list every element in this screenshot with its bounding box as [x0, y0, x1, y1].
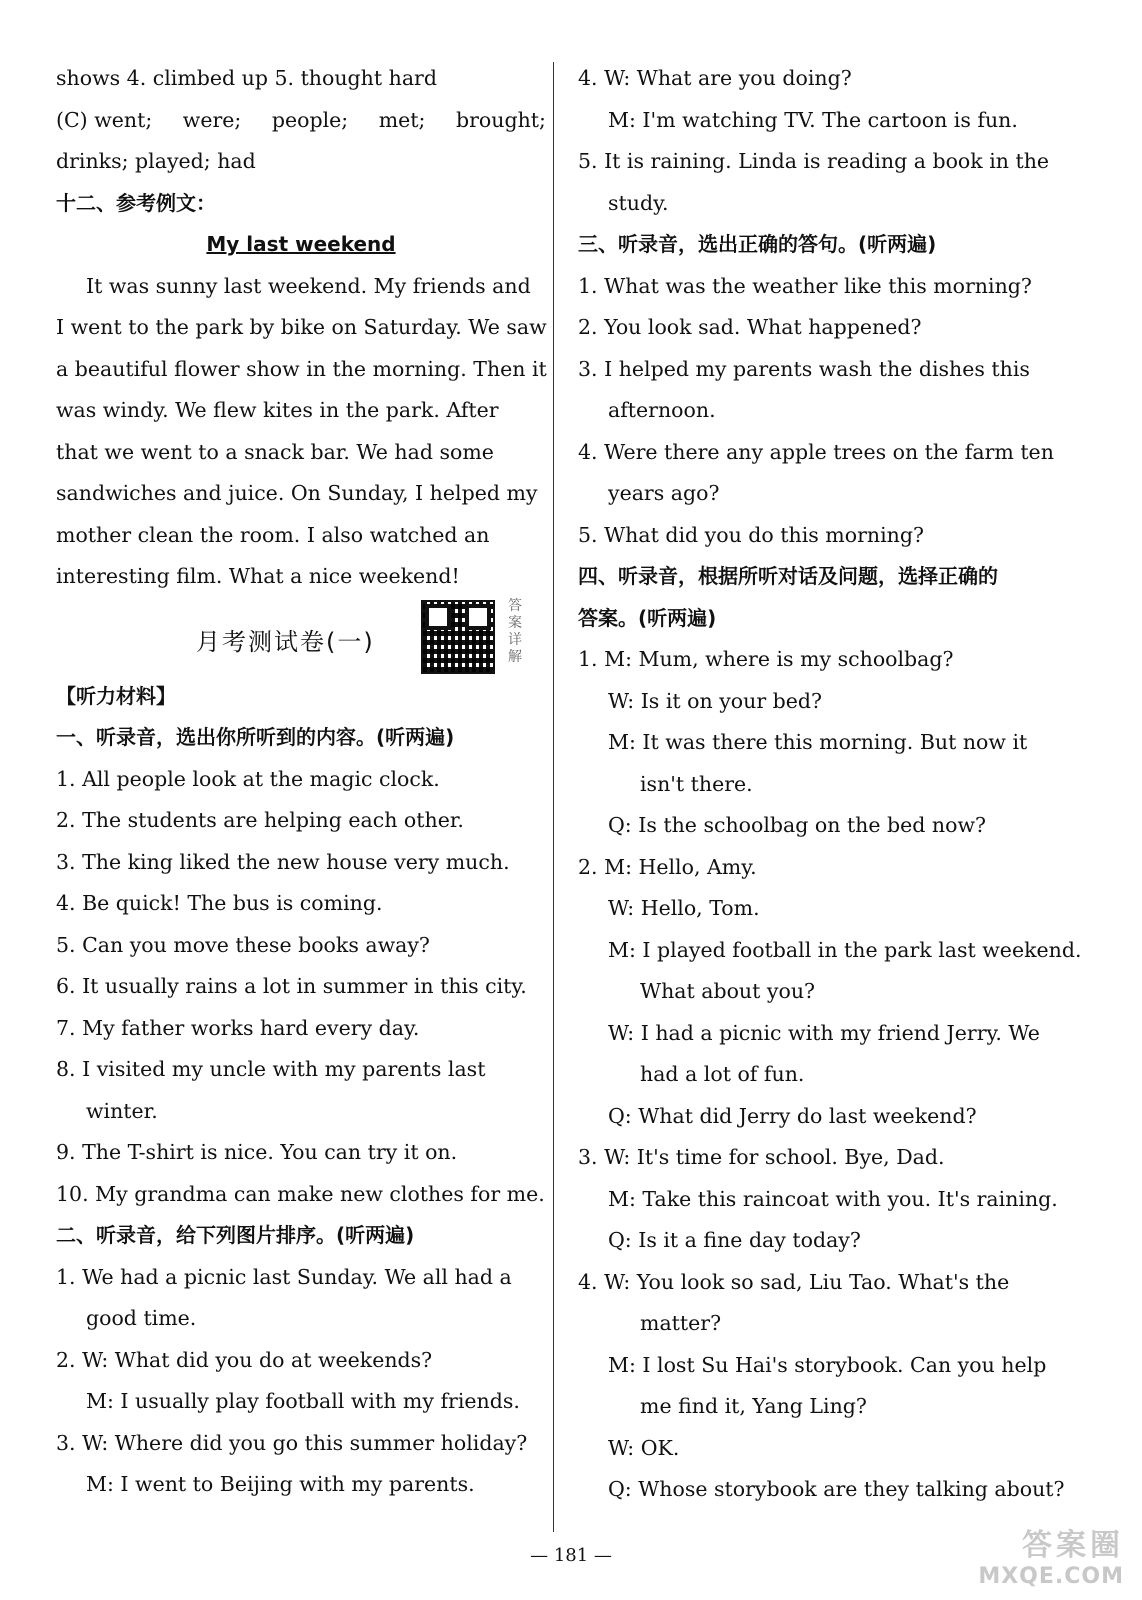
list-item: 3. W: Where did you go this summer holiday? [56, 1430, 528, 1455]
list-item: 4. Were there any apple trees on the farm ten [578, 439, 1054, 464]
list-item: 1. We had a picnic last Sunday. We all had a [56, 1264, 512, 1289]
column-divider [553, 62, 554, 1532]
dialogue-line: Q: Whose storybook are they talking about? [608, 1477, 1065, 1501]
section-heading: 一、听录音，选出你所听到的内容。(听两遍) [56, 725, 455, 749]
dialogue-line-cont: me find it, Yang Ling? [640, 1394, 867, 1418]
exam-title: 月考测试卷(一) [196, 627, 375, 656]
answer-line: shows 4. climbed up 5. thought hard [56, 66, 437, 90]
dialogue-line: M: Take this raincoat with you. It's raining. [608, 1186, 1058, 1211]
list-item: 2. You look sad. What happened? [578, 315, 922, 339]
list-item-cont: M: I'm watching TV. The cartoon is fun. [608, 107, 1018, 132]
listening-heading: 【听力材料】 [56, 683, 176, 708]
dialogue-line: 2. M: Hello, Amy. [578, 854, 757, 879]
dialogue-line: Q: Is it a fine day today? [608, 1228, 861, 1252]
list-item: 9. The T-shirt is nice. You can try it on. [56, 1140, 458, 1164]
essay-line: interesting film. What a nice weekend! [56, 564, 460, 588]
dialogue-line: 4. W: You look so sad, Liu Tao. What's the [578, 1269, 1010, 1294]
dialogue-line: M: I lost Su Hai's storybook. Can you help [608, 1352, 1047, 1377]
list-item: 2. The students are helping each other. [56, 808, 464, 832]
essay-line: I went to the park by bike on Saturday. We saw [56, 315, 547, 339]
dialogue-line: Q: Is the schoolbag on the bed now? [608, 813, 987, 837]
dialogue-line: W: Is it on your bed? [608, 688, 823, 713]
exam-title-row [56, 598, 546, 676]
dialogue-line-cont: had a lot of fun. [640, 1062, 805, 1086]
right-column [578, 58, 1082, 1511]
dialogue-line: 1. M: Mum, where is my schoolbag? [578, 647, 954, 671]
dialogue-line: W: Hello, Tom. [608, 896, 760, 920]
page-number: — 181 — [530, 1545, 612, 1566]
essay-line: sandwiches and juice. On Sunday, I helped my [56, 481, 538, 505]
answer-line: drinks; played; had [56, 149, 256, 173]
list-item: 3. The king liked the new house very much. [56, 849, 510, 874]
essay-line: It was sunny last weekend. My friends and [86, 273, 531, 298]
list-item: 6. It usually rains a lot in summer in this city. [56, 974, 527, 998]
dialogue-line: M: It was there this morning. But now it [608, 730, 1028, 754]
answer-line [56, 100, 546, 142]
list-item-cont: M: I went to Beijing with my parents. [86, 1472, 475, 1496]
essay-line: that we went to a snack bar. We had some [56, 439, 494, 464]
dialogue-line: 3. W: It's time for school. Bye, Dad. [578, 1145, 945, 1169]
list-item: 2. W: What did you do at weekends? [56, 1347, 433, 1372]
list-item-cont: good time. [86, 1306, 197, 1330]
list-item-cont: afternoon. [608, 398, 716, 422]
section-heading: 四、听录音，根据所听对话及问题，选择正确的 [578, 564, 998, 588]
qr-code-icon[interactable] [421, 600, 495, 674]
dialogue-line: M: I played football in the park last weekend. [608, 937, 1082, 962]
left-column [56, 58, 546, 1506]
dialogue-line-cont: What about you? [640, 979, 816, 1003]
answer-word: people; [271, 107, 349, 132]
answer-word: (C) went; [56, 107, 153, 132]
list-item-cont: years ago? [608, 481, 720, 505]
list-item: 5. It is raining. Linda is reading a book in the [578, 149, 1050, 173]
dialogue-line-cont: matter? [640, 1311, 722, 1335]
list-item-cont: M: I usually play football with my friends. [86, 1389, 520, 1413]
list-item: 8. I visited my uncle with my parents last [56, 1057, 486, 1081]
watermark-logo [954, 1520, 1124, 1590]
essay-line: was windy. We flew kites in the park. After [56, 398, 499, 422]
section-heading: 二、听录音，给下列图片排序。(听两遍) [56, 1223, 415, 1247]
list-item: 3. I helped my parents wash the dishes this [578, 356, 1030, 381]
watermark-url: MXQE.COM [978, 1564, 1124, 1589]
list-item: 5. Can you move these books away? [56, 932, 430, 957]
dialogue-line-cont: isn't there. [640, 771, 753, 796]
answer-word: brought; [456, 107, 546, 132]
section-heading: 十二、参考例文： [56, 190, 216, 215]
list-item: 7. My father works hard every day. [56, 1015, 420, 1040]
section-heading-cont: 答案。(听两遍) [578, 605, 717, 630]
dialogue-line: Q: What did Jerry do last weekend? [608, 1103, 977, 1128]
answer-word: were; [182, 107, 242, 132]
qr-code-label: 答案详解 [508, 597, 522, 665]
list-item: 4. W: What are you doing? [578, 66, 852, 90]
list-item: 1. What was the weather like this morning? [578, 273, 1032, 298]
list-item: 4. Be quick! The bus is coming. [56, 891, 383, 915]
section-heading: 三、听录音，选出正确的答句。(听两遍) [578, 232, 937, 256]
list-item: 1. All people look at the magic clock. [56, 766, 440, 791]
answer-word: met; [378, 107, 426, 132]
dialogue-line: W: OK. [608, 1435, 680, 1460]
essay-line: a beautiful flower show in the morning. Then it [56, 356, 547, 381]
essay-line: mother clean the room. I also watched an [56, 522, 490, 547]
essay-title: My last weekend [206, 232, 396, 256]
list-item-cont: winter. [86, 1098, 158, 1123]
list-item-cont: study. [608, 190, 669, 215]
dialogue-line: W: I had a picnic with my friend Jerry. We [608, 1020, 1040, 1045]
list-item: 10. My grandma can make new clothes for me. [56, 1181, 545, 1206]
watermark-text: 答案圈 [1022, 1528, 1124, 1563]
list-item: 5. What did you do this morning? [578, 522, 924, 547]
